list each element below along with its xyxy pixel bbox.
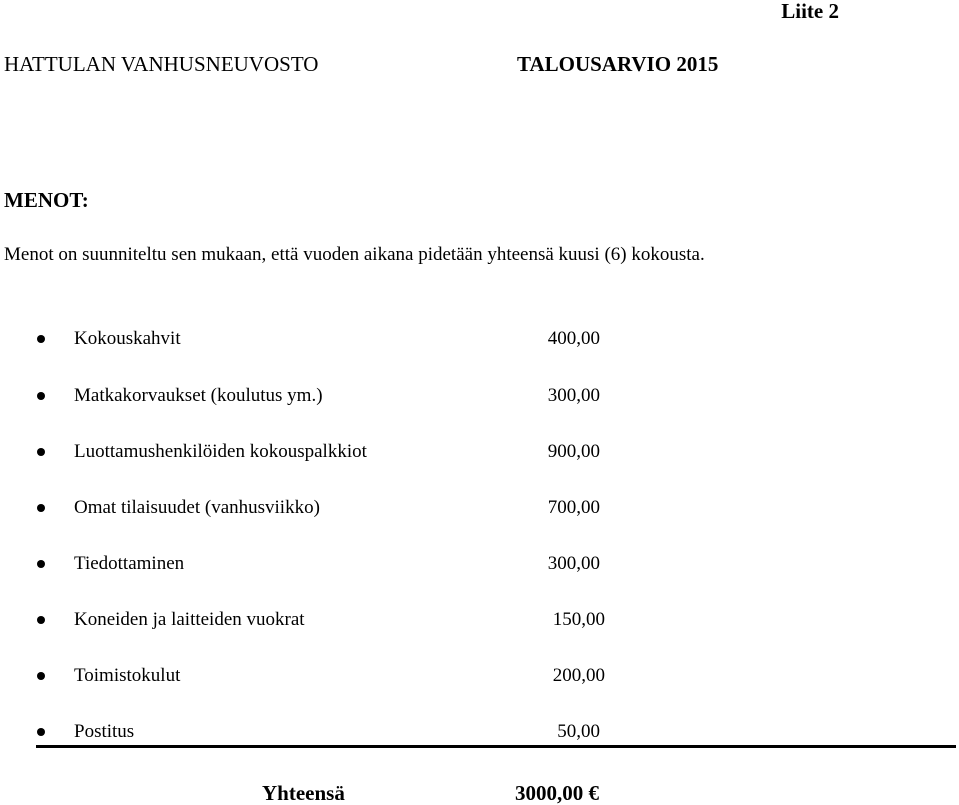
expense-label: Koneiden ja laitteiden vuokrat bbox=[74, 609, 305, 630]
bullet-icon bbox=[37, 448, 45, 456]
organization-name: HATTULAN VANHUSNEUVOSTO bbox=[4, 52, 319, 76]
expense-item bbox=[0, 496, 959, 520]
expense-label: Postitus bbox=[74, 721, 135, 742]
section-title: MENOT: bbox=[4, 188, 89, 212]
bullet-icon bbox=[37, 560, 45, 568]
total-label: Yhteensä bbox=[262, 781, 345, 805]
section-intro: Menot on suunniteltu sen mukaan, että vuoden aikana pidetään yhteensä kuusi (6) kokousta. bbox=[4, 244, 705, 265]
bullet-icon bbox=[37, 672, 45, 680]
expense-label: Kokouskahvit bbox=[74, 328, 181, 349]
bullet-icon bbox=[37, 504, 45, 512]
expense-amount: 300,00 bbox=[547, 553, 600, 574]
expense-item bbox=[0, 608, 959, 632]
expense-item bbox=[0, 440, 959, 464]
expense-label: Tiedottaminen bbox=[74, 553, 185, 574]
document-title: TALOUSARVIO 2015 bbox=[517, 52, 719, 76]
expense-amount: 150,00 bbox=[552, 609, 605, 630]
expense-label: Matkakorvaukset (koulutus ym.) bbox=[74, 385, 323, 406]
expense-item bbox=[0, 552, 959, 576]
total-divider bbox=[36, 745, 956, 748]
expense-item bbox=[0, 384, 959, 408]
expense-amount: 50,00 bbox=[557, 721, 600, 742]
expense-amount: 200,00 bbox=[552, 665, 605, 686]
attachment-label: Liite 2 bbox=[781, 0, 839, 23]
expense-item bbox=[0, 327, 959, 351]
expense-label: Luottamushenkilöiden kokouspalkkiot bbox=[74, 441, 367, 462]
bullet-icon bbox=[37, 392, 45, 400]
expense-amount: 700,00 bbox=[547, 497, 600, 518]
bullet-icon bbox=[37, 728, 45, 736]
expense-label: Toimistokulut bbox=[74, 665, 181, 686]
bullet-icon bbox=[37, 616, 45, 624]
total-value: 3000,00 € bbox=[515, 781, 599, 805]
expense-label: Omat tilaisuudet (vanhusviikko) bbox=[74, 497, 320, 518]
bullet-icon bbox=[37, 335, 45, 343]
expense-amount: 900,00 bbox=[547, 441, 600, 462]
expense-item bbox=[0, 664, 959, 688]
expense-item bbox=[0, 720, 959, 744]
expense-amount: 300,00 bbox=[547, 385, 600, 406]
expense-amount: 400,00 bbox=[547, 328, 600, 349]
